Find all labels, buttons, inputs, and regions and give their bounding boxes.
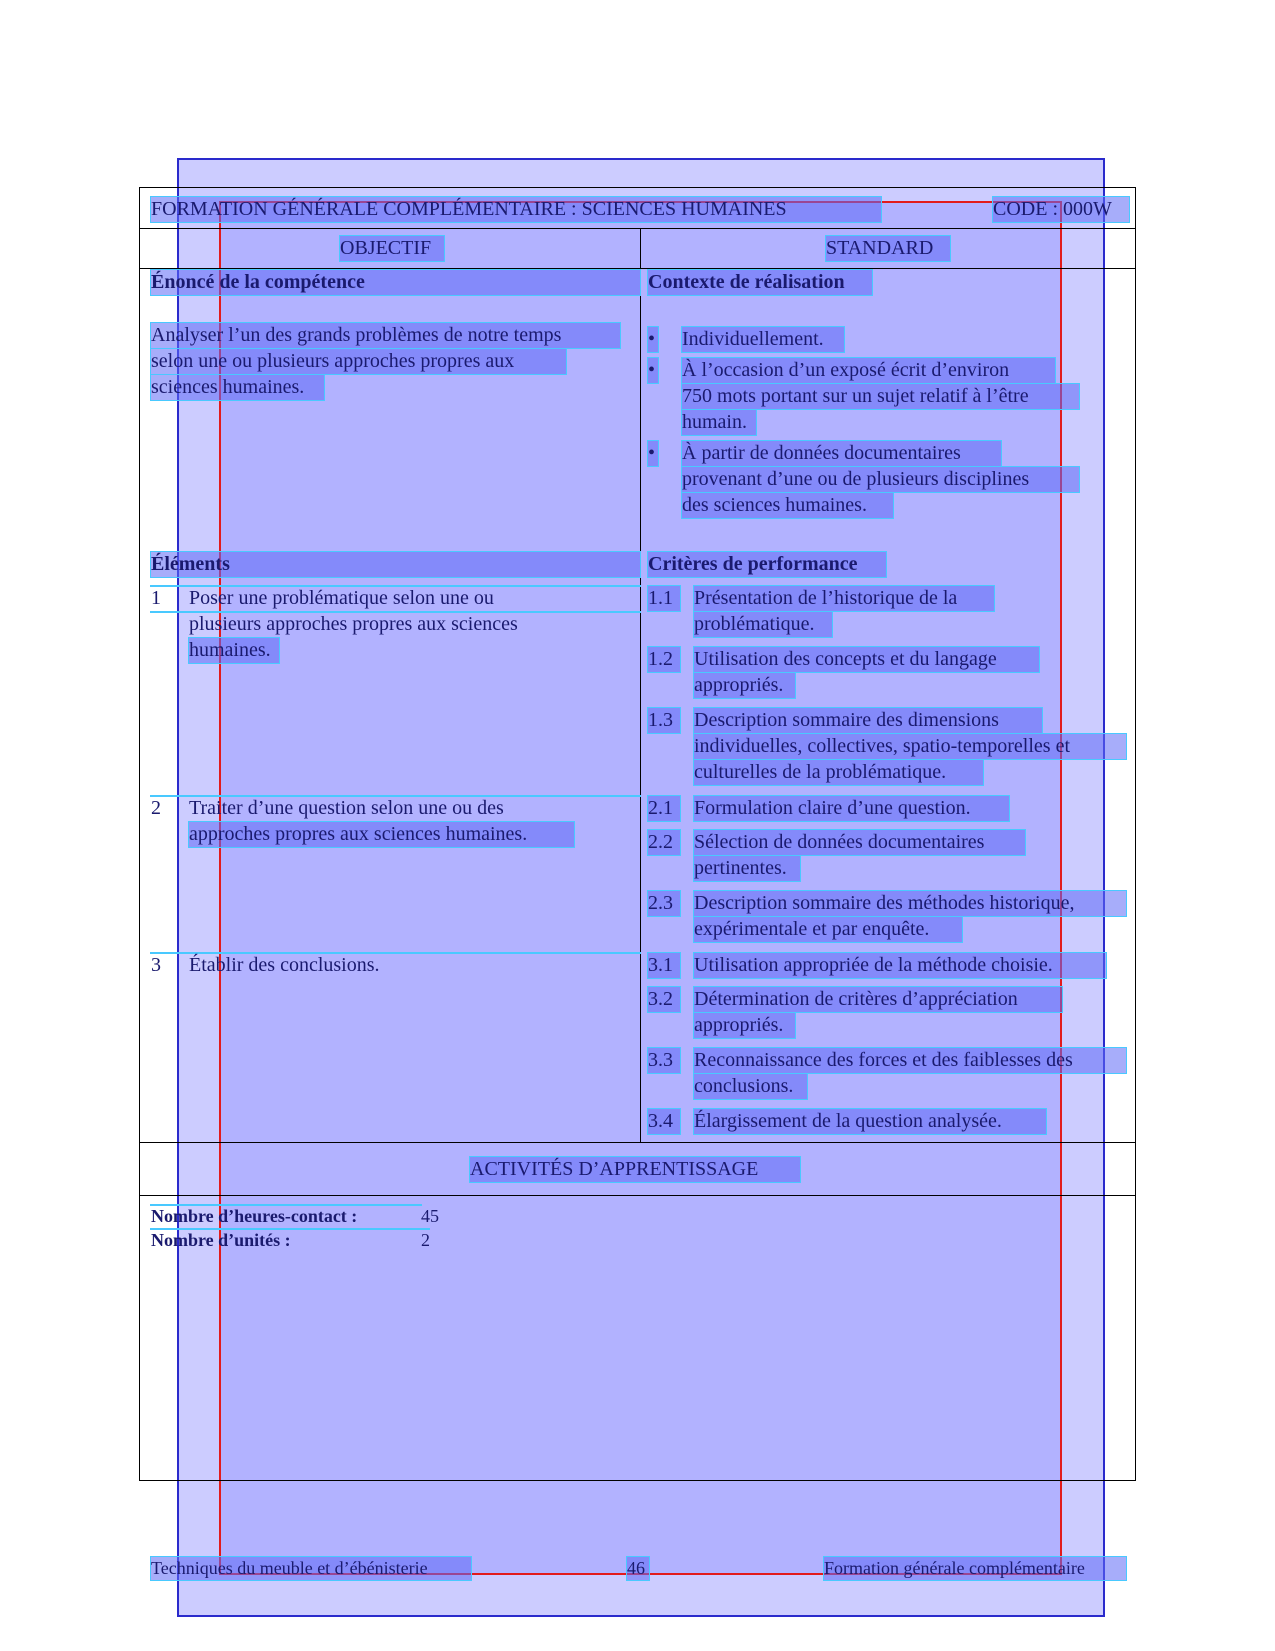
critere-line: appropriés.: [694, 673, 795, 698]
document-code: CODE : 000W: [993, 197, 1129, 222]
activites-top-rule: [139, 1142, 1136, 1143]
element-number: 2: [151, 797, 161, 819]
activites-heading: ACTIVITÉS D’APPRENTISSAGE: [470, 1157, 800, 1182]
critere-line: Description sommaire des méthodes historique,: [694, 891, 1126, 916]
header-rule: [139, 228, 1136, 229]
element-line: Poser une problématique selon une ou: [189, 587, 494, 609]
heures-label: Nombre d’heures-contact :: [151, 1206, 358, 1226]
bullet-icon: •: [648, 358, 658, 383]
footer-left: Techniques du meuble et d’ébénisterie: [151, 1557, 471, 1580]
document-title: FORMATION GÉNÉRALE COMPLÉMENTAIRE : SCIENCES HUMAINES: [151, 197, 881, 222]
criteres-heading: Critères de performance: [648, 552, 886, 577]
critere-line: pertinentes.: [694, 856, 800, 881]
footer-right: Formation générale complémentaire: [824, 1557, 1126, 1580]
contexte-line: provenant d’une ou de plusieurs disciplines: [682, 467, 1079, 492]
critere-number: 2.1: [648, 796, 680, 821]
critere-number: 2.3: [648, 891, 680, 916]
critere-line: Sélection de données documentaires: [694, 830, 1025, 855]
critere-line: Utilisation appropriée de la méthode choisie.: [694, 953, 1106, 978]
critere-number: 1.3: [648, 708, 680, 733]
critere-line: culturelles de la problématique.: [694, 760, 983, 785]
standard-heading: STANDARD: [826, 236, 950, 261]
critere-line: individuelles, collectives, spatio-temporelles et: [694, 734, 1126, 759]
unites-value: 2: [421, 1230, 430, 1250]
critere-line: Reconnaissance des forces et des faiblesses des: [694, 1048, 1126, 1073]
contexte-line: À l’occasion d’un exposé écrit d’environ: [682, 358, 1055, 383]
critere-line: Utilisation des concepts et du langage: [694, 647, 1039, 672]
critere-number: 3.1: [648, 953, 680, 978]
unites-label: Nombre d’unités :: [151, 1230, 291, 1250]
critere-number: 3.3: [648, 1048, 680, 1073]
contexte-line: À partir de données documentaires: [682, 441, 1001, 466]
footer-page-number: 46: [627, 1557, 649, 1580]
bullet-icon: •: [648, 327, 658, 352]
element-number: 3: [151, 954, 161, 976]
element-line: plusieurs approches propres aux sciences: [189, 613, 518, 635]
competence-line: Analyser l’un des grands problèmes de notre temps: [151, 323, 620, 348]
contexte-line: des sciences humaines.: [682, 493, 893, 518]
element-line: approches propres aux sciences humaines.: [189, 822, 574, 847]
critere-line: Formulation claire d’une question.: [694, 796, 1009, 821]
competence-line: selon une ou plusieurs approches propres aux: [151, 349, 566, 374]
critere-number: 1.1: [648, 586, 680, 611]
critere-number: 2.2: [648, 830, 680, 855]
contexte-line: Individuellement.: [682, 327, 844, 352]
objectif-heading: OBJECTIF: [340, 236, 444, 261]
critere-number: 1.2: [648, 647, 680, 672]
activites-bottom-rule: [139, 1195, 1136, 1196]
competence-line: sciences humaines.: [151, 375, 324, 400]
critere-line: expérimentale et par enquête.: [694, 917, 962, 942]
critere-line: Détermination de critères d’appréciation: [694, 987, 1062, 1012]
critere-line: Présentation de l’historique de la: [694, 586, 994, 611]
competence-heading: Énoncé de la compétence: [151, 270, 640, 295]
contexte-line: 750 mots portant sur un sujet relatif à l’être: [682, 384, 1079, 409]
elements-heading: Éléments: [151, 552, 640, 577]
columns-rule: [139, 268, 1136, 269]
column-divider: [640, 228, 641, 1142]
contexte-line: humain.: [682, 410, 756, 435]
element-line: humaines.: [189, 638, 279, 663]
critere-line: Description sommaire des dimensions: [694, 708, 1042, 733]
critere-line: Élargissement de la question analysée.: [694, 1109, 1046, 1134]
critere-number: 3.2: [648, 987, 680, 1012]
critere-line: conclusions.: [694, 1074, 807, 1099]
contexte-heading: Contexte de réalisation: [648, 270, 872, 295]
critere-line: problématique.: [694, 612, 832, 637]
heures-value: 45: [421, 1206, 439, 1226]
critere-number: 3.4: [648, 1109, 680, 1134]
critere-line: appropriés.: [694, 1013, 795, 1038]
bullet-icon: •: [648, 441, 658, 466]
element-number: 1: [151, 587, 161, 609]
element-line: Traiter d’une question selon une ou des: [189, 797, 504, 819]
element-line: Établir des conclusions.: [189, 954, 380, 976]
